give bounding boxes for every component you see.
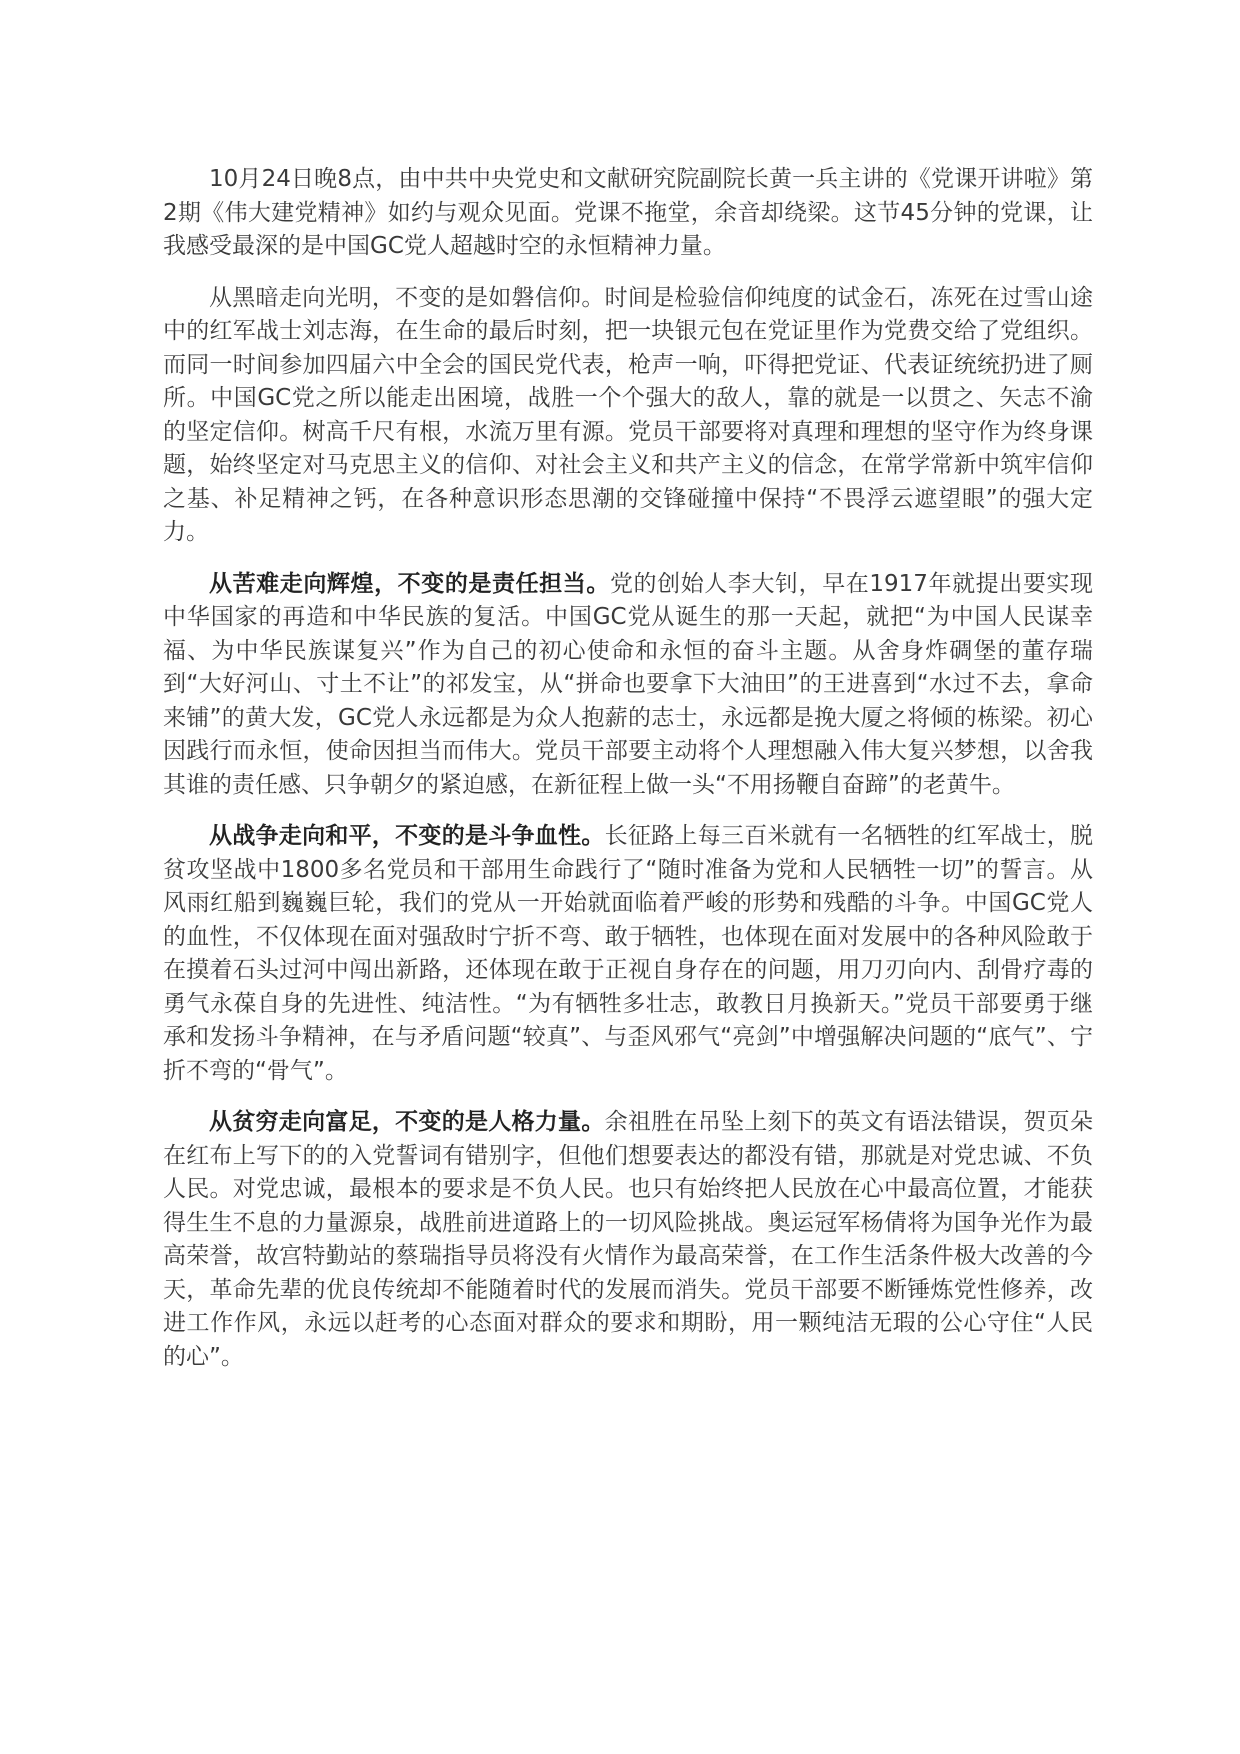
paragraph-text: 余祖胜在吊坠上刻下的英文有语法错误，贺页朵在红布上写下的的入党誓词有错别字，但他们想要表达的都没有错，那就是对党忠诚、不负人民。对党忠诚，最根本的要求是不负人民。也只有始终把人民放在心中最高位置，才能获得生生不息的力量源泉，战胜前进道路上的一切风险挑战。奥运冠军杨倩将为国争光作为最高荣誉，故宫特勤站的蔡瑞指导员将没有火情作为最高荣誉，在工作生活条件极大改善的今天，革命先辈的优良传统却不能随着时代的发展而消失。党员干部要不断锤炼党性修养，改进工作作风，永远以赶考的心态面对群众的要求和期盼，用一颗纯洁无瑕的公心守住“人民的心”。 bbox=[163, 1109, 1094, 1370]
document-body bbox=[163, 163, 1093, 1392]
paragraph-text: 10月24日晚8点，由中共中央党史和文献研究院副院长黄一兵主讲的《党课开讲啦》第2期《伟大建党精神》如约与观众见面。党课不拖堂，余音却绕梁。这节45分钟的党课，让我感受最深的是中国GC党人超越时空的永恒精神力量。 bbox=[163, 166, 1093, 259]
paragraph-responsibility bbox=[163, 568, 1093, 803]
paragraph-character bbox=[163, 1106, 1093, 1374]
paragraph-intro bbox=[163, 163, 1093, 264]
paragraph-lead: 从苦难走向辉煌，不变的是责任担当。 bbox=[209, 570, 610, 597]
paragraph-lead: 从战争走向和平，不变的是斗争血性。 bbox=[209, 823, 605, 849]
paragraph-text: 党的创始人李大钊，早在1917年就提出要实现中华国家的再造和中华民族的复活。中国GC党从诞生的那一天起，就把“为中国人民谋幸福、为中华民族谋复兴”作为自己的初心使命和永恒的奋斗主题。从舍身炸碉堡的董存瑞到“大好河山、寸土不让”的祁发宝，从“拼命也要拿下大油田”的王进喜到“水过不去，拿命来铺”的黄大发，GC党人永远都是为众人抱薪的志士，永远都是挽大厦之将倾的栋梁。初心因践行而永恒，使命因担当而伟大。党员干部要主动将个人理想融入伟大复兴梦想，以舍我其谁的责任感、只争朝夕的紧迫感，在新征程上做一头“不用扬鞭自奋蹄”的老黄牛。 bbox=[163, 570, 1093, 798]
paragraph-lead: 从贫穷走向富足，不变的是人格力量。 bbox=[209, 1109, 605, 1135]
paragraph-text: 从黑暗走向光明，不变的是如磐信仰。时间是检验信仰纯度的试金石，冻死在过雪山途中的红军战士刘志海，在生命的最后时刻，把一块银元包在党证里作为党费交给了党组织。而同一时间参加四届六中全会的国民党代表，枪声一响，吓得把党证、代表证统统扔进了厕所。中国GC党之所以能走出困境，战胜一个个强大的敌人，靠的就是一以贯之、矢志不渝的坚定信仰。树高千尺有根，水流万里有源。党员干部要将对真理和理想的坚守作为终身课题，始终坚定对马克思主义的信仰、对社会主义和共产主义的信念，在常学常新中筑牢信仰之基、补足精神之钙，在各种意识形态思潮的交锋碰撞中保持“不畏浮云遮望眼”的强大定力。 bbox=[163, 284, 1093, 545]
paragraph-text: 长征路上每三百米就有一名牺牲的红军战士，脱贫攻坚战中1800多名党员和干部用生命践行了“随时准备为党和人民牺牲一切”的誓言。从风雨红船到巍巍巨轮，我们的党从一开始就面临着严峻的形势和残酷的斗争。中国GC党人的血性，不仅体现在面对强敌时宁折不弯、敢于牺牲，也体现在面对发展中的各种风险敢于在摸着石头过河中闯出新路，还体现在敢于正视自身存在的问题，用刀刃向内、刮骨疗毒的勇气永葆自身的先进性、纯洁性。“为有牺牲多壮志，敢教日月换新天。”党员干部要勇于继承和发扬斗争精神，在与矛盾问题“较真”、与歪风邪气“亮剑”中增强解决问题的“底气”、宁折不弯的“骨气”。 bbox=[163, 823, 1094, 1084]
paragraph-struggle bbox=[163, 820, 1093, 1088]
paragraph-faith bbox=[163, 282, 1093, 550]
